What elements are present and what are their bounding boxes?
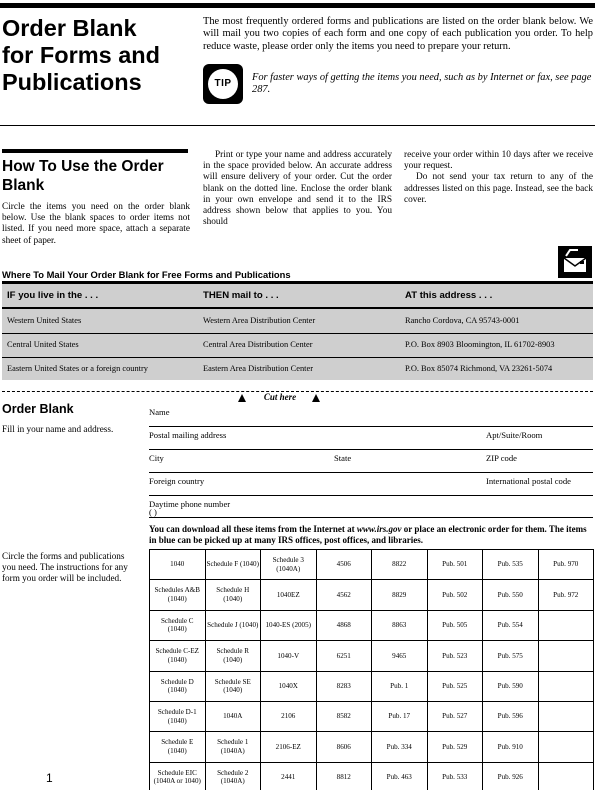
form-item-cell[interactable]: Schedule F (1040) — [205, 550, 261, 580]
form-item-cell[interactable]: Pub. 1 — [372, 671, 428, 701]
intl-postal-field-label: International postal code — [486, 476, 571, 486]
triangle-up-icon — [312, 394, 320, 402]
tip-text: For faster ways of getting the items you need, such as by Internet or fax, see page 287. — [252, 72, 592, 96]
zip-field-label: ZIP code — [486, 453, 517, 463]
phone-area-code: ( ) — [149, 507, 157, 517]
form-item-cell[interactable]: Schedule 2 (1040A) — [205, 762, 261, 790]
form-item-cell[interactable]: Pub. 972 — [538, 580, 594, 610]
form-item-cell[interactable]: Pub. 17 — [372, 701, 428, 731]
state-field-label: State — [334, 453, 352, 463]
section-divider — [0, 125, 595, 126]
foreign-country-field[interactable]: Foreign country International postal code — [149, 473, 593, 496]
table-row — [150, 580, 594, 610]
form-item-cell[interactable]: Schedules A&B (1040) — [150, 580, 206, 610]
form-item-cell[interactable]: Schedule 3 (1040A) — [261, 550, 317, 580]
table-row — [150, 701, 594, 731]
form-item-cell[interactable]: Pub. 535 — [483, 550, 539, 580]
form-item-cell[interactable]: Pub. 525 — [427, 671, 483, 701]
form-item-cell[interactable]: 8606 — [316, 732, 372, 762]
mail-table-header — [2, 284, 593, 309]
form-item-cell[interactable]: Schedule C-EZ (1040) — [150, 641, 206, 671]
order-blank-title: Order Blank — [2, 402, 74, 416]
page-number: 1 — [46, 771, 53, 785]
postal-address-field[interactable]: Postal mailing address Apt/Suite/Room — [149, 427, 593, 450]
envelope-icon — [558, 246, 592, 278]
table-row — [150, 641, 594, 671]
form-item-cell[interactable]: 8822 — [372, 550, 428, 580]
form-item-cell[interactable]: Schedule EIC (1040A or 1040) — [150, 762, 206, 790]
form-item-cell[interactable]: Pub. 910 — [483, 732, 539, 762]
form-item-cell[interactable]: 8829 — [372, 580, 428, 610]
form-item-cell[interactable]: Pub. 529 — [427, 732, 483, 762]
form-item-cell[interactable]: Pub. 334 — [372, 732, 428, 762]
intro-text: The most frequently ordered forms and publications are listed on the order blank below. We will mail you two copies of each form and one copy of each publication you order. To help reduce waste, please order only the items you need to prepare your return. — [203, 16, 593, 52]
tip-icon — [203, 64, 243, 104]
blank-item-cell[interactable] — [538, 671, 594, 701]
fill-note: Fill in your name and address. — [2, 424, 114, 434]
form-item-cell[interactable]: 4506 — [316, 550, 372, 580]
form-item-cell[interactable]: Pub. 501 — [427, 550, 483, 580]
page-title: Order Blank for Forms and Publications — [2, 15, 160, 95]
form-item-cell[interactable]: Pub. 926 — [483, 762, 539, 790]
form-item-cell[interactable]: Schedule H (1040) — [205, 580, 261, 610]
table-row — [150, 671, 594, 701]
mail-column-header: IF you live in the . . . — [7, 290, 99, 301]
table-row — [150, 762, 594, 790]
mail-column-header: AT this address . . . — [405, 290, 493, 301]
form-item-cell[interactable]: Pub. 970 — [538, 550, 594, 580]
form-item-cell[interactable]: 2441 — [261, 762, 317, 790]
form-item-cell[interactable]: Pub. 523 — [427, 641, 483, 671]
form-item-cell[interactable]: 1040-ES (2005) — [261, 610, 317, 640]
form-item-cell[interactable]: 1040-V — [261, 641, 317, 671]
blank-item-cell[interactable] — [538, 701, 594, 731]
circle-note: Circle the forms and publications you need. The instructions for any form you order will be included. — [2, 551, 128, 583]
blank-item-cell[interactable] — [538, 641, 594, 671]
form-item-cell[interactable]: Schedule 1 (1040A) — [205, 732, 261, 762]
form-item-cell[interactable]: 2106-EZ — [261, 732, 317, 762]
form-item-cell[interactable]: Schedule SE (1040) — [205, 671, 261, 701]
form-item-cell[interactable]: 1040A — [205, 701, 261, 731]
mail-column-header: THEN mail to . . . — [203, 290, 279, 301]
form-item-cell[interactable]: 8283 — [316, 671, 372, 701]
blank-item-cell[interactable] — [538, 762, 594, 790]
how-to-column-2: Print or type your name and address accurately in the space provided below. An accurate address will ensure delivery of your order. Cut the order blank on the dotted line. Enclose the order blank in your own envelope and send it to the IRS address shown below that applies to you. You should — [203, 150, 392, 228]
form-item-cell[interactable]: Pub. 533 — [427, 762, 483, 790]
how-to-heading: How To Use the Order Blank — [2, 158, 164, 194]
form-item-cell[interactable]: 9465 — [372, 641, 428, 671]
form-item-cell[interactable]: Pub. 527 — [427, 701, 483, 731]
mail-table — [2, 281, 593, 380]
form-item-cell[interactable]: 1040 — [150, 550, 206, 580]
how-to-column-3: receive your order within 10 days after we receive your request. Do not send your tax return to any of the addresses listed on this page. Instead, see the back cover. — [404, 150, 593, 205]
irs-link[interactable]: www.irs.gov — [356, 524, 402, 534]
blank-item-cell[interactable] — [538, 610, 594, 640]
form-item-cell[interactable]: 4868 — [316, 610, 372, 640]
top-rule — [0, 3, 595, 8]
table-row — [150, 732, 594, 762]
form-item-cell[interactable]: Schedule C (1040) — [150, 610, 206, 640]
table-row — [150, 550, 594, 580]
form-item-cell[interactable]: Pub. 590 — [483, 671, 539, 701]
form-item-cell[interactable]: Pub. 505 — [427, 610, 483, 640]
download-note: You can download all these items from the Internet at www.irs.gov or place an electronic order for them. The items in blue can be picked up at many IRS offices, post offices, and libraries. — [149, 524, 587, 545]
heading-rule — [2, 149, 188, 153]
form-item-cell[interactable]: Schedule J (1040) — [205, 610, 261, 640]
form-item-cell[interactable]: 2106 — [261, 701, 317, 731]
form-item-cell[interactable]: Schedule E (1040) — [150, 732, 206, 762]
blank-item-cell[interactable] — [538, 732, 594, 762]
form-item-cell[interactable]: 1040EZ — [261, 580, 317, 610]
phone-field[interactable]: Daytime phone number — [149, 496, 593, 518]
table-row: Western United States Western Area Distribution Center Rancho Cordova, CA 95743-0001 — [2, 310, 593, 334]
form-item-cell[interactable]: 6251 — [316, 641, 372, 671]
name-field[interactable]: Name — [149, 404, 593, 427]
mail-heading: Where To Mail Your Order Blank for Free Forms and Publications — [2, 269, 291, 280]
form-item-cell[interactable]: Pub. 596 — [483, 701, 539, 731]
city-field[interactable]: City State ZIP code — [149, 450, 593, 473]
cut-here-label: Cut here — [263, 392, 297, 402]
form-item-cell[interactable]: Pub. 554 — [483, 610, 539, 640]
form-item-cell[interactable]: 8863 — [372, 610, 428, 640]
forms-table — [149, 549, 594, 790]
form-item-cell[interactable]: 4562 — [316, 580, 372, 610]
table-row: Eastern United States or a foreign country Eastern Area Distribution Center P.O. Box 85074 Richmond, VA 23261-5074 — [7, 364, 553, 373]
form-item-cell[interactable]: Pub. 502 — [427, 580, 483, 610]
apt-field-label: Apt/Suite/Room — [486, 430, 543, 440]
tip-label: TIP — [208, 69, 238, 99]
table-row: Central United States Central Area Distribution Center P.O. Box 8903 Bloomington, IL 61702-8903 — [2, 334, 593, 358]
form-item-cell[interactable]: Pub. 575 — [483, 641, 539, 671]
form-item-cell[interactable]: Pub. 463 — [372, 762, 428, 790]
form-item-cell[interactable]: 8582 — [316, 701, 372, 731]
form-item-cell[interactable]: 1040X — [261, 671, 317, 701]
form-item-cell[interactable]: Schedule D-1 (1040) — [150, 701, 206, 731]
form-item-cell[interactable]: Pub. 550 — [483, 580, 539, 610]
form-item-cell[interactable]: Schedule D (1040) — [150, 671, 206, 701]
table-row — [150, 610, 594, 640]
form-item-cell[interactable]: 8812 — [316, 762, 372, 790]
form-item-cell[interactable]: Schedule R (1040) — [205, 641, 261, 671]
how-to-column-1: Circle the items you need on the order blank below. Use the blank spaces to order items not listed. If you need more space, attach a separate sheet of paper. — [2, 202, 190, 246]
